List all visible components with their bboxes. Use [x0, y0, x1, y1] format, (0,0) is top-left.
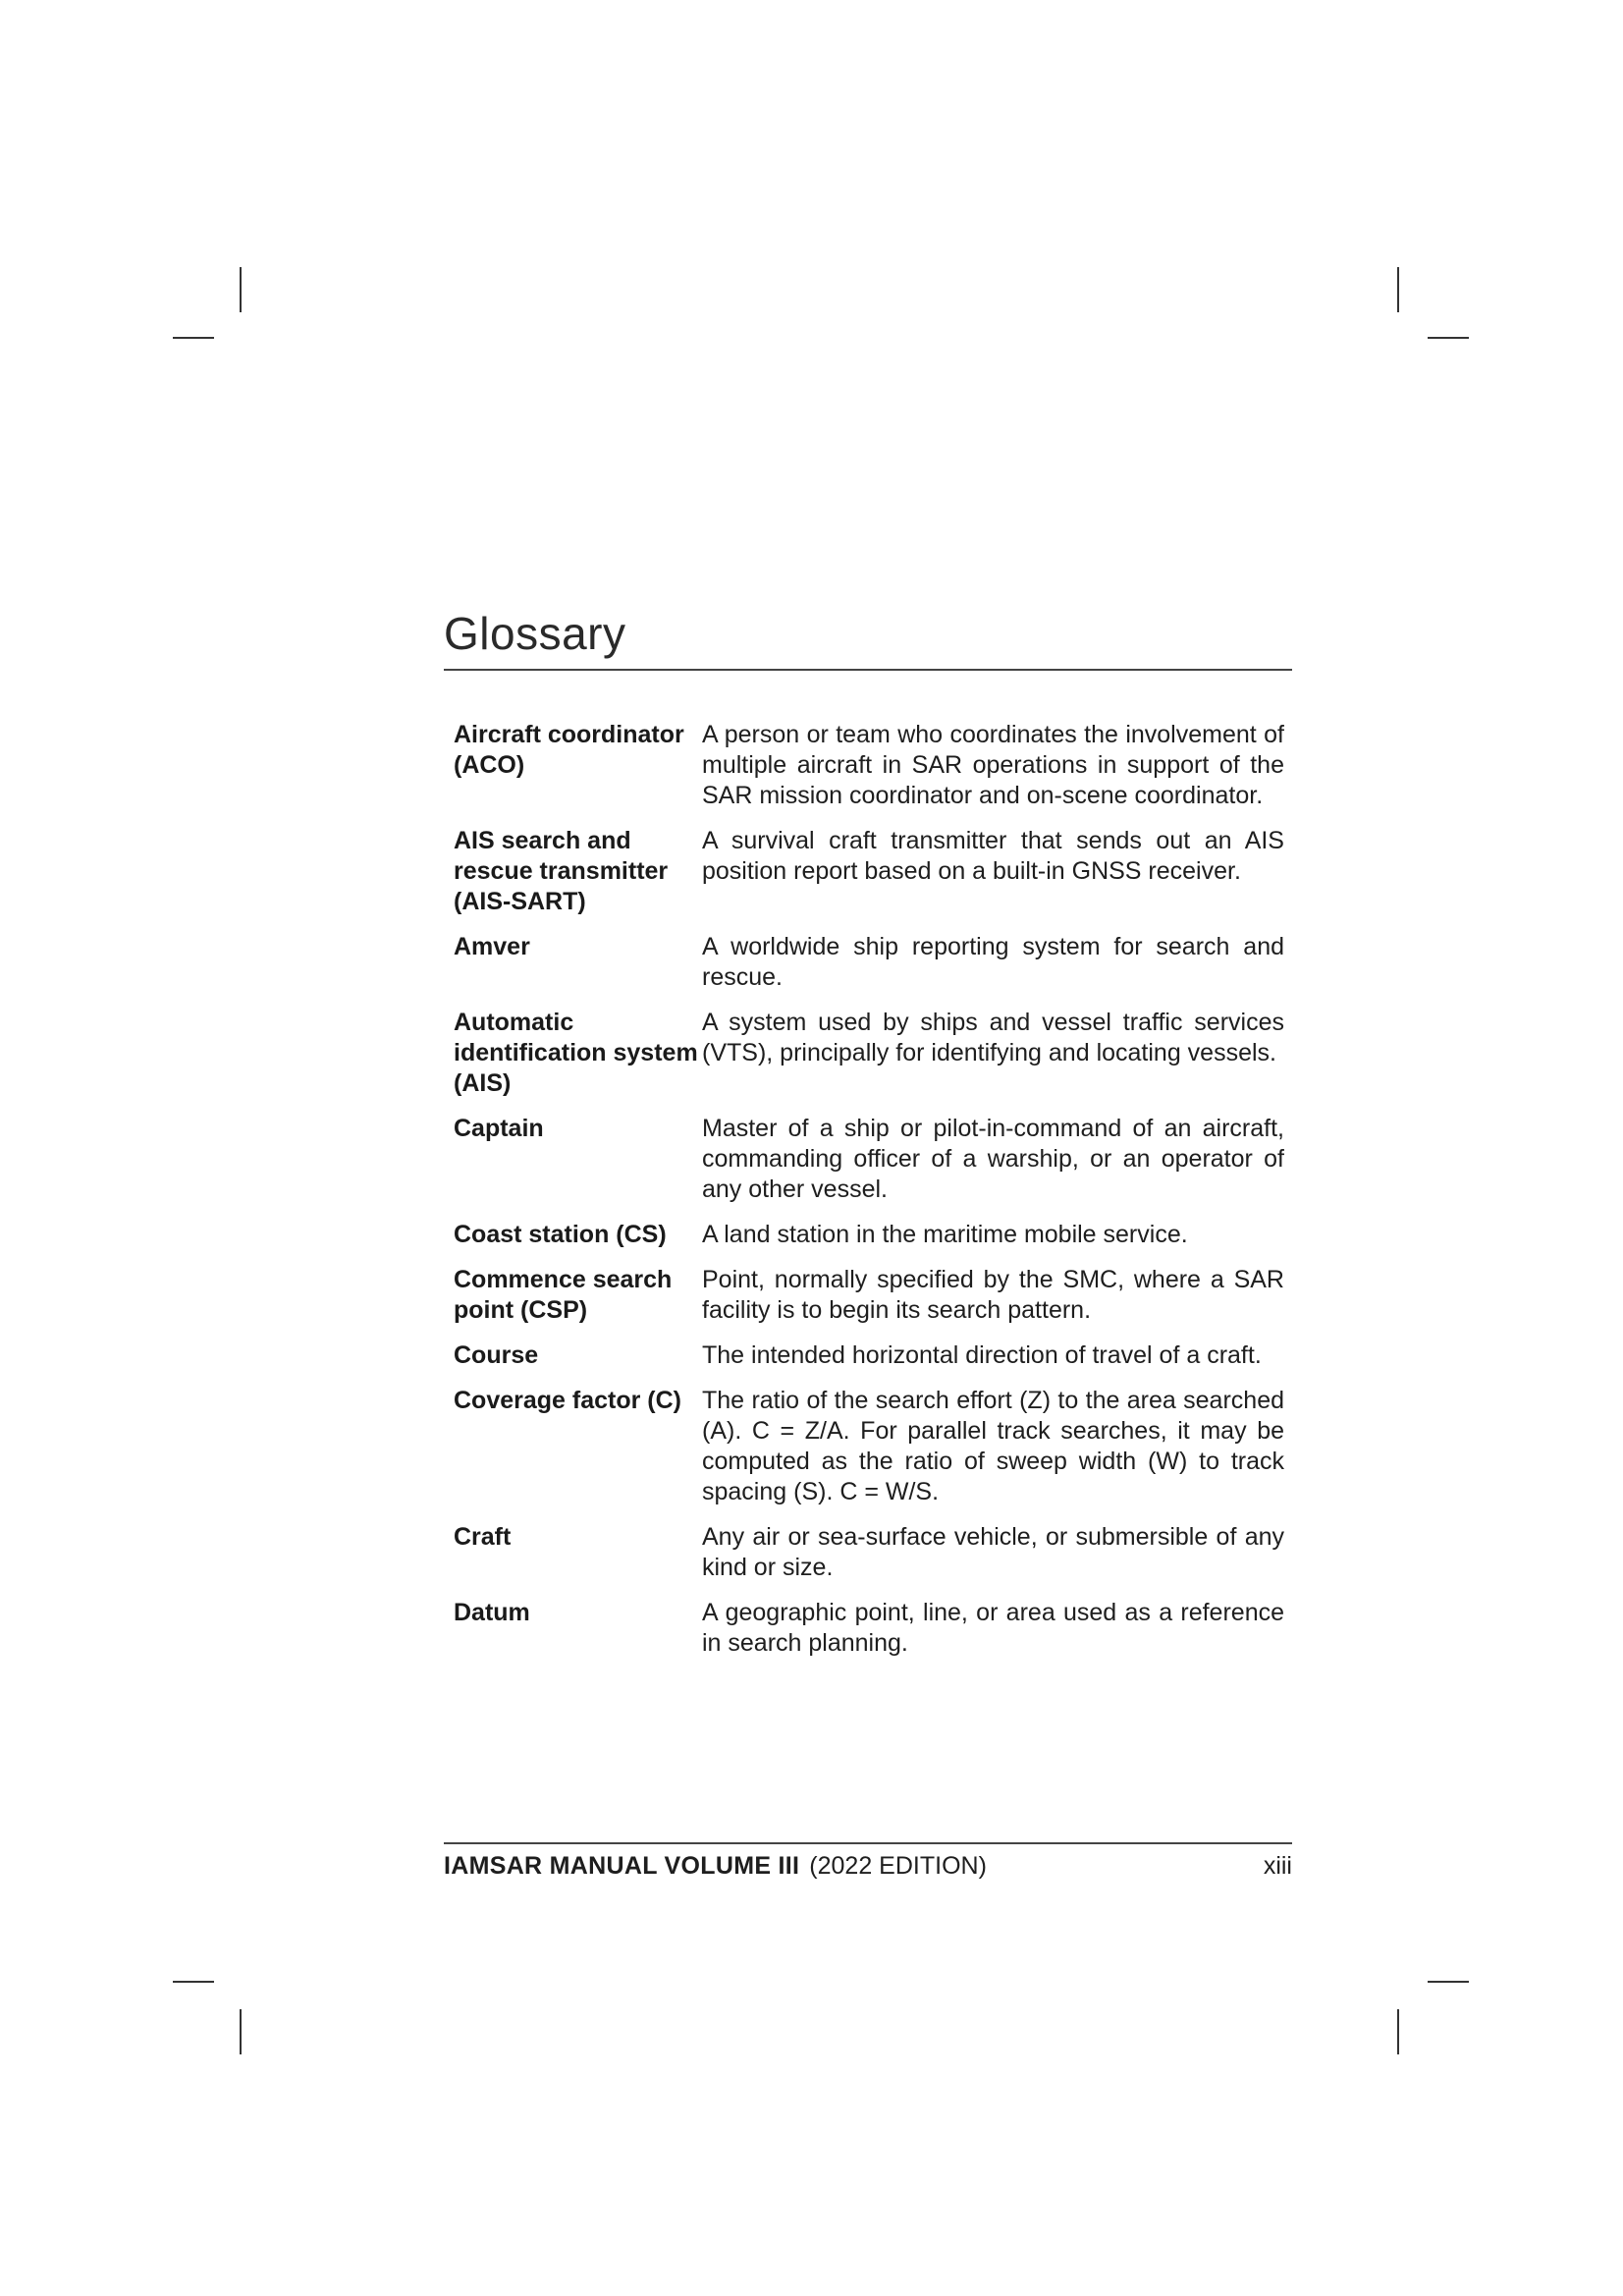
glossary-entry — [454, 1220, 1284, 1250]
page-number: xiii — [1263, 1852, 1292, 1880]
publication-title: IAMSAR MANUAL VOLUME III — [444, 1852, 800, 1880]
glossary-definition: A land station in the maritime mobile service. — [702, 1221, 1188, 1248]
glossary-definition: The intended horizontal direction of travel of a craft. — [702, 1341, 1262, 1369]
glossary-entry — [454, 720, 1284, 811]
page-title: Glossary — [444, 608, 626, 659]
glossary-term: Aircraft coordinator (ACO) — [454, 721, 684, 779]
glossary-definition: Master of a ship or pilot-in-command of an aircraft, commanding officer of a warship, or an operator of any other vessel. — [702, 1115, 1284, 1203]
crop-mark-bottom-left-horizontal — [173, 1981, 214, 1983]
glossary-entry — [454, 1265, 1284, 1326]
crop-mark-top-left-vertical — [240, 267, 242, 312]
crop-mark-bottom-right-horizontal — [1428, 1981, 1469, 1983]
glossary-definition: The ratio of the search effort (Z) to the area searched (A). C = Z/A. For parallel track searches, it may be computed as the ratio of sweep width (W) to track spacing (S). C = W/S. — [702, 1387, 1284, 1505]
glossary-term: Coverage factor (C) — [454, 1387, 681, 1414]
glossary-term: Commence search point (CSP) — [454, 1266, 673, 1324]
crop-mark-top-right-vertical — [1397, 267, 1399, 312]
glossary-entry — [454, 1522, 1284, 1583]
glossary-definition: A person or team who coordinates the involvement of multiple aircraft in SAR operations in support of the SAR mission coordinator and on-scene coordinator. — [702, 721, 1284, 809]
glossary-definition: A worldwide ship reporting system for search and rescue. — [702, 933, 1284, 991]
glossary-term: Coast station (CS) — [454, 1221, 667, 1248]
glossary-term: Datum — [454, 1599, 530, 1626]
glossary-entry — [454, 1114, 1284, 1205]
glossary-definition: Point, normally specified by the SMC, where a SAR facility is to begin its search pattern. — [702, 1266, 1284, 1324]
glossary-entry — [454, 1598, 1284, 1659]
glossary-entry — [454, 1008, 1284, 1099]
crop-mark-bottom-right-vertical — [1397, 2009, 1399, 2054]
glossary-term: AIS search and rescue transmitter (AIS-SART) — [454, 827, 669, 915]
footer-publication-info — [444, 1852, 987, 1881]
glossary-definition: Any air or sea-surface vehicle, or submersible of any kind or size. — [702, 1523, 1284, 1581]
crop-mark-bottom-left-vertical — [240, 2009, 242, 2054]
title-divider — [444, 669, 1292, 671]
footer-divider — [444, 1842, 1292, 1844]
glossary-list — [454, 720, 1284, 1673]
glossary-definition: A system used by ships and vessel traffic services (VTS), principally for identifying and locating vessels. — [702, 1009, 1284, 1066]
glossary-term: Course — [454, 1341, 539, 1369]
glossary-entry — [454, 826, 1284, 917]
glossary-term: Amver — [454, 933, 530, 960]
glossary-entry — [454, 1340, 1284, 1371]
glossary-definition: A geographic point, line, or area used as a reference in search planning. — [702, 1599, 1284, 1657]
page-footer — [444, 1852, 1292, 1881]
publication-edition: (2022 EDITION) — [809, 1852, 987, 1880]
glossary-entry — [454, 1386, 1284, 1507]
glossary-term: Automatic identification system (AIS) — [454, 1009, 698, 1097]
crop-mark-top-left-horizontal — [173, 337, 214, 339]
glossary-term: Captain — [454, 1115, 544, 1142]
glossary-term: Craft — [454, 1523, 512, 1551]
crop-mark-top-right-horizontal — [1428, 337, 1469, 339]
glossary-definition: A survival craft transmitter that sends out an AIS position report based on a built-in GNSS receiver. — [702, 827, 1284, 885]
glossary-entry — [454, 932, 1284, 993]
